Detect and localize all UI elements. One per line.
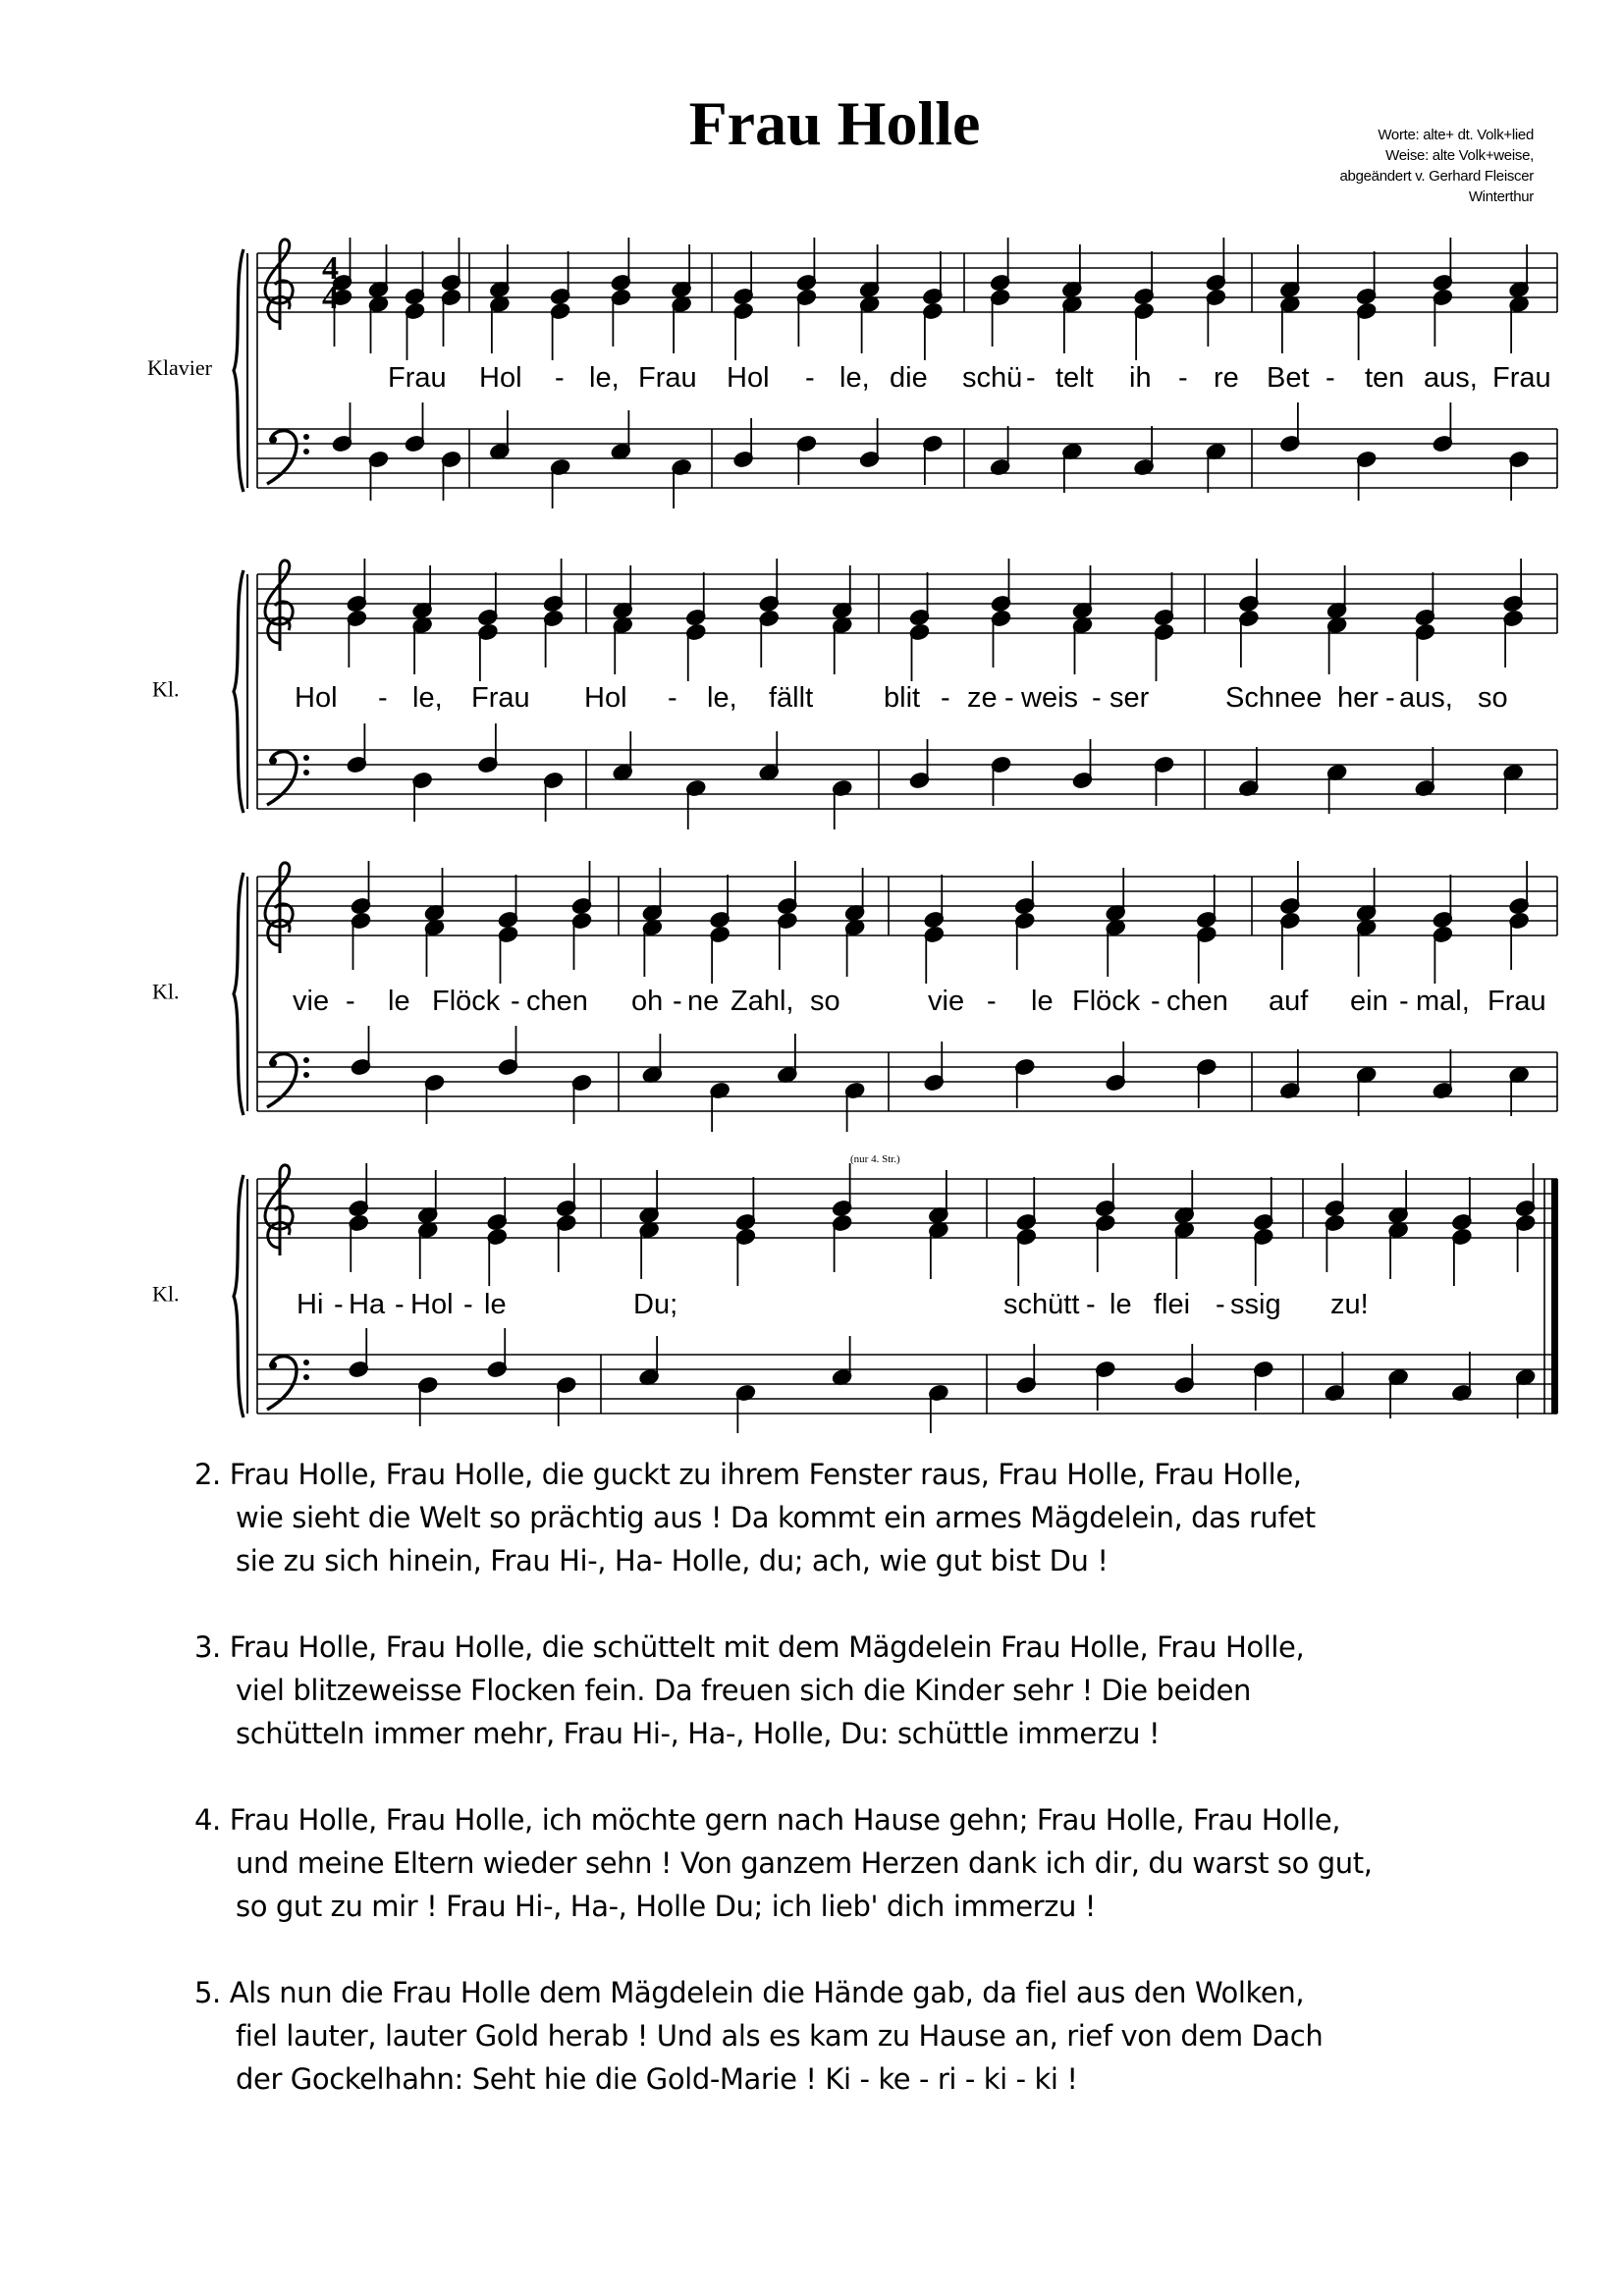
verse-line bbox=[194, 1669, 1471, 1712]
lyric-syllable: Schnee bbox=[1225, 682, 1323, 714]
lyric-syllable: Flöck bbox=[1072, 986, 1141, 1017]
bass-clef-dot bbox=[269, 436, 277, 444]
lyric-syllable: ne bbox=[687, 986, 720, 1017]
verse-number: 2. bbox=[194, 1458, 230, 1491]
lyric-syllable: le, bbox=[412, 682, 443, 714]
verse-text: und meine Eltern wieder sehn ! Von ganzem Herzen dank ich dir, du warst so gut, bbox=[236, 1846, 1373, 1880]
bass-clef-dot bbox=[303, 449, 309, 454]
bass-clef-dot bbox=[269, 1059, 277, 1067]
lyric-syllable: ein bbox=[1350, 986, 1388, 1017]
bass-clef-dot bbox=[303, 1072, 309, 1078]
verse-line bbox=[194, 1712, 1471, 1755]
lyric-syllable: oh bbox=[631, 986, 664, 1017]
lyric-syllable: - bbox=[941, 682, 950, 714]
verse-text: viel blitzeweisse Flocken fein. Da freuen sich die Kinder sehr ! Die beiden bbox=[236, 1674, 1251, 1707]
verse-line bbox=[194, 1539, 1471, 1582]
final-barline-thick bbox=[1551, 1179, 1558, 1414]
bass-clef bbox=[267, 1054, 309, 1107]
lyric-syllable: fällt bbox=[769, 682, 814, 714]
verse-text: wie sieht die Welt so prächtig aus ! Da kommt ein armes Mägdelein, das rufet bbox=[236, 1501, 1316, 1534]
verse-line bbox=[194, 1798, 1471, 1842]
bass-clef-dot bbox=[303, 434, 309, 440]
lyric-syllable: Frau bbox=[471, 682, 530, 714]
lyric-syllable: - bbox=[1004, 682, 1014, 714]
lyric-syllable: - bbox=[1325, 362, 1335, 394]
verse-number: 3. bbox=[194, 1630, 230, 1664]
lyric-syllable: - bbox=[668, 682, 677, 714]
verse-text: Frau Holle, Frau Holle, die schüttelt mit dem Mägdelein Frau Holle, Frau Holle, bbox=[229, 1630, 1305, 1664]
bass-clef-dot bbox=[269, 757, 277, 765]
credit-line: Worte: alte+ dt. Volk+lied bbox=[1378, 127, 1534, 143]
lyric-syllable: Hi bbox=[297, 1289, 324, 1320]
credit-line: Weise: alte Volk+weise, bbox=[1385, 147, 1534, 164]
bass-clef bbox=[267, 431, 309, 484]
lyric-syllable: le, bbox=[839, 362, 870, 394]
lyric-syllable: - bbox=[555, 362, 565, 394]
lyric-syllable: her bbox=[1337, 682, 1379, 714]
lyric-syllable: chen bbox=[1166, 986, 1228, 1017]
verse-line bbox=[194, 1626, 1471, 1669]
instrument-label: Kl. bbox=[152, 979, 180, 1004]
lyric-syllable: Frau bbox=[1488, 986, 1546, 1017]
lyric-syllable: vie bbox=[928, 986, 965, 1017]
lyric-syllable: die bbox=[890, 362, 928, 394]
time-signature: 4 bbox=[322, 250, 339, 287]
lyric-syllable: - bbox=[511, 986, 520, 1017]
verse-text: sie zu sich hinein, Frau Hi-, Ha- Holle, du; ach, wie gut bist Du ! bbox=[236, 1544, 1109, 1577]
lyric-syllable: Frau bbox=[638, 362, 697, 394]
lyric-syllable: - bbox=[378, 682, 388, 714]
lyric-syllable: Ha bbox=[349, 1289, 386, 1320]
verse-number: 5. bbox=[194, 1976, 230, 2009]
bass-clef bbox=[267, 752, 309, 805]
verse-line bbox=[194, 1971, 1471, 2014]
lyric-syllable: le, bbox=[707, 682, 737, 714]
instrument-label: Kl. bbox=[152, 676, 180, 702]
lyric-syllable: ih bbox=[1129, 362, 1152, 394]
annotation: (nur 4. Str.) bbox=[850, 1153, 900, 1165]
lyric-syllable: so bbox=[810, 986, 840, 1017]
verse bbox=[194, 1971, 1471, 2101]
verse-line bbox=[194, 2014, 1471, 2057]
lyric-syllable: - bbox=[334, 1289, 344, 1320]
verse-line bbox=[194, 1842, 1471, 1885]
lyric-syllable: telt bbox=[1055, 362, 1094, 394]
lyric-syllable: - bbox=[1216, 1289, 1225, 1320]
lyric-syllable: - bbox=[987, 986, 997, 1017]
bass-clef-dot bbox=[303, 770, 309, 775]
lyric-syllable: - bbox=[1151, 986, 1161, 1017]
bass-clef bbox=[267, 1357, 309, 1410]
lyric-syllable: Hol bbox=[479, 362, 522, 394]
lyric-syllable: Frau bbox=[1492, 362, 1551, 394]
verse-number: 4. bbox=[194, 1803, 230, 1837]
lyric-syllable: zu! bbox=[1330, 1289, 1369, 1320]
lyric-syllable: - bbox=[805, 362, 815, 394]
verse bbox=[194, 1453, 1471, 1582]
instrument-label: Klavier bbox=[147, 355, 212, 380]
lyric-syllable: le bbox=[1109, 1289, 1132, 1320]
lyric-syllable: mal, bbox=[1416, 986, 1470, 1017]
lyric-syllable: ze bbox=[967, 682, 998, 714]
lyric-syllable: so bbox=[1478, 682, 1508, 714]
lyric-syllable: chen bbox=[526, 986, 588, 1017]
verse-line bbox=[194, 2057, 1471, 2101]
lyric-syllable: aus, bbox=[1424, 362, 1478, 394]
verses bbox=[194, 1453, 1471, 2144]
bass-clef-dot bbox=[269, 1362, 277, 1369]
lyric-syllable: ssig bbox=[1230, 1289, 1281, 1320]
lyric-syllable: aus, bbox=[1399, 682, 1453, 714]
lyric-syllable: - bbox=[463, 1289, 473, 1320]
song-title: Frau Holle bbox=[688, 88, 981, 158]
lyric-syllable: Du; bbox=[633, 1289, 678, 1320]
bass-clef-dot bbox=[303, 1057, 309, 1063]
verse-text: Frau Holle, Frau Holle, die guckt zu ihrem Fenster raus, Frau Holle, Frau Holle, bbox=[229, 1458, 1302, 1491]
verse-line bbox=[194, 1496, 1471, 1539]
lyric-syllable: - bbox=[673, 986, 682, 1017]
lyric-syllable: schütt bbox=[1003, 1289, 1080, 1320]
verse-text: Als nun die Frau Holle dem Mägdelein die Hände gab, da fiel aus den Wolken, bbox=[229, 1976, 1305, 2009]
lyric-syllable: le, bbox=[589, 362, 620, 394]
verse-text: fiel lauter, lauter Gold herab ! Und als es kam zu Hause an, rief von dem Dach bbox=[236, 2019, 1324, 2053]
lyric-syllable: le bbox=[1031, 986, 1054, 1017]
credit-line: abgeändert v. Gerhard Fleiscer bbox=[1339, 168, 1534, 185]
verse-text: der Gockelhahn: Seht hie die Gold-Marie ! Ki - ke - ri - ki - ki ! bbox=[236, 2062, 1078, 2096]
lyric-syllable: ten bbox=[1365, 362, 1405, 394]
lyric-syllable: - bbox=[395, 1289, 405, 1320]
lyric-syllable: blit bbox=[884, 682, 921, 714]
instrument-label: Kl. bbox=[152, 1281, 180, 1307]
verse-text: so gut zu mir ! Frau Hi-, Ha-, Holle Du; ich lieb' dich immerzu ! bbox=[236, 1890, 1097, 1923]
lyric-syllable: - bbox=[346, 986, 355, 1017]
lyric-syllable: Frau bbox=[388, 362, 447, 394]
lyric-syllable: - bbox=[1092, 682, 1102, 714]
lyric-syllable: ser bbox=[1109, 682, 1150, 714]
lyric-syllable: vie bbox=[293, 986, 330, 1017]
lyric-syllable: Hol bbox=[410, 1289, 454, 1320]
verse bbox=[194, 1626, 1471, 1755]
lyric-syllable: - bbox=[1399, 986, 1409, 1017]
lyric-syllable: auf bbox=[1269, 986, 1309, 1017]
lyric-syllable: Zahl, bbox=[730, 986, 794, 1017]
lyric-syllable: Flöck bbox=[432, 986, 501, 1017]
lyric-syllable: Hol bbox=[584, 682, 627, 714]
credit-line: Winterthur bbox=[1468, 188, 1534, 205]
system-brace bbox=[234, 873, 243, 1115]
lyric-syllable: le bbox=[388, 986, 410, 1017]
bass-clef-dot bbox=[303, 1360, 309, 1365]
lyric-syllable: flei bbox=[1154, 1289, 1191, 1320]
verse-text: schütteln immer mehr, Frau Hi-, Ha-, Holle, Du: schüttle immerzu ! bbox=[236, 1717, 1161, 1750]
verse-line bbox=[194, 1453, 1471, 1496]
lyric-syllable: Bet bbox=[1267, 362, 1310, 394]
system-brace bbox=[234, 249, 243, 492]
lyric-syllable: le bbox=[484, 1289, 507, 1320]
verse-line bbox=[194, 1885, 1471, 1928]
lyric-syllable: - bbox=[1178, 362, 1188, 394]
bass-clef-dot bbox=[303, 755, 309, 761]
lyric-syllable: - bbox=[1026, 362, 1036, 394]
lyric-syllable: - bbox=[1086, 1289, 1096, 1320]
time-signature: 4 bbox=[322, 280, 339, 316]
system-brace bbox=[234, 1175, 243, 1417]
bass-clef-dot bbox=[303, 1374, 309, 1380]
lyric-syllable: Hol bbox=[727, 362, 770, 394]
lyric-syllable: re bbox=[1214, 362, 1239, 394]
lyric-syllable: Hol bbox=[295, 682, 338, 714]
verse bbox=[194, 1798, 1471, 1928]
lyric-syllable: schü bbox=[962, 362, 1023, 394]
lyric-syllable: weis bbox=[1021, 682, 1079, 714]
verse-text: Frau Holle, Frau Holle, ich möchte gern nach Hause gehn; Frau Holle, Frau Holle, bbox=[229, 1803, 1341, 1837]
system-brace bbox=[234, 570, 243, 813]
lyric-syllable: - bbox=[1385, 682, 1395, 714]
